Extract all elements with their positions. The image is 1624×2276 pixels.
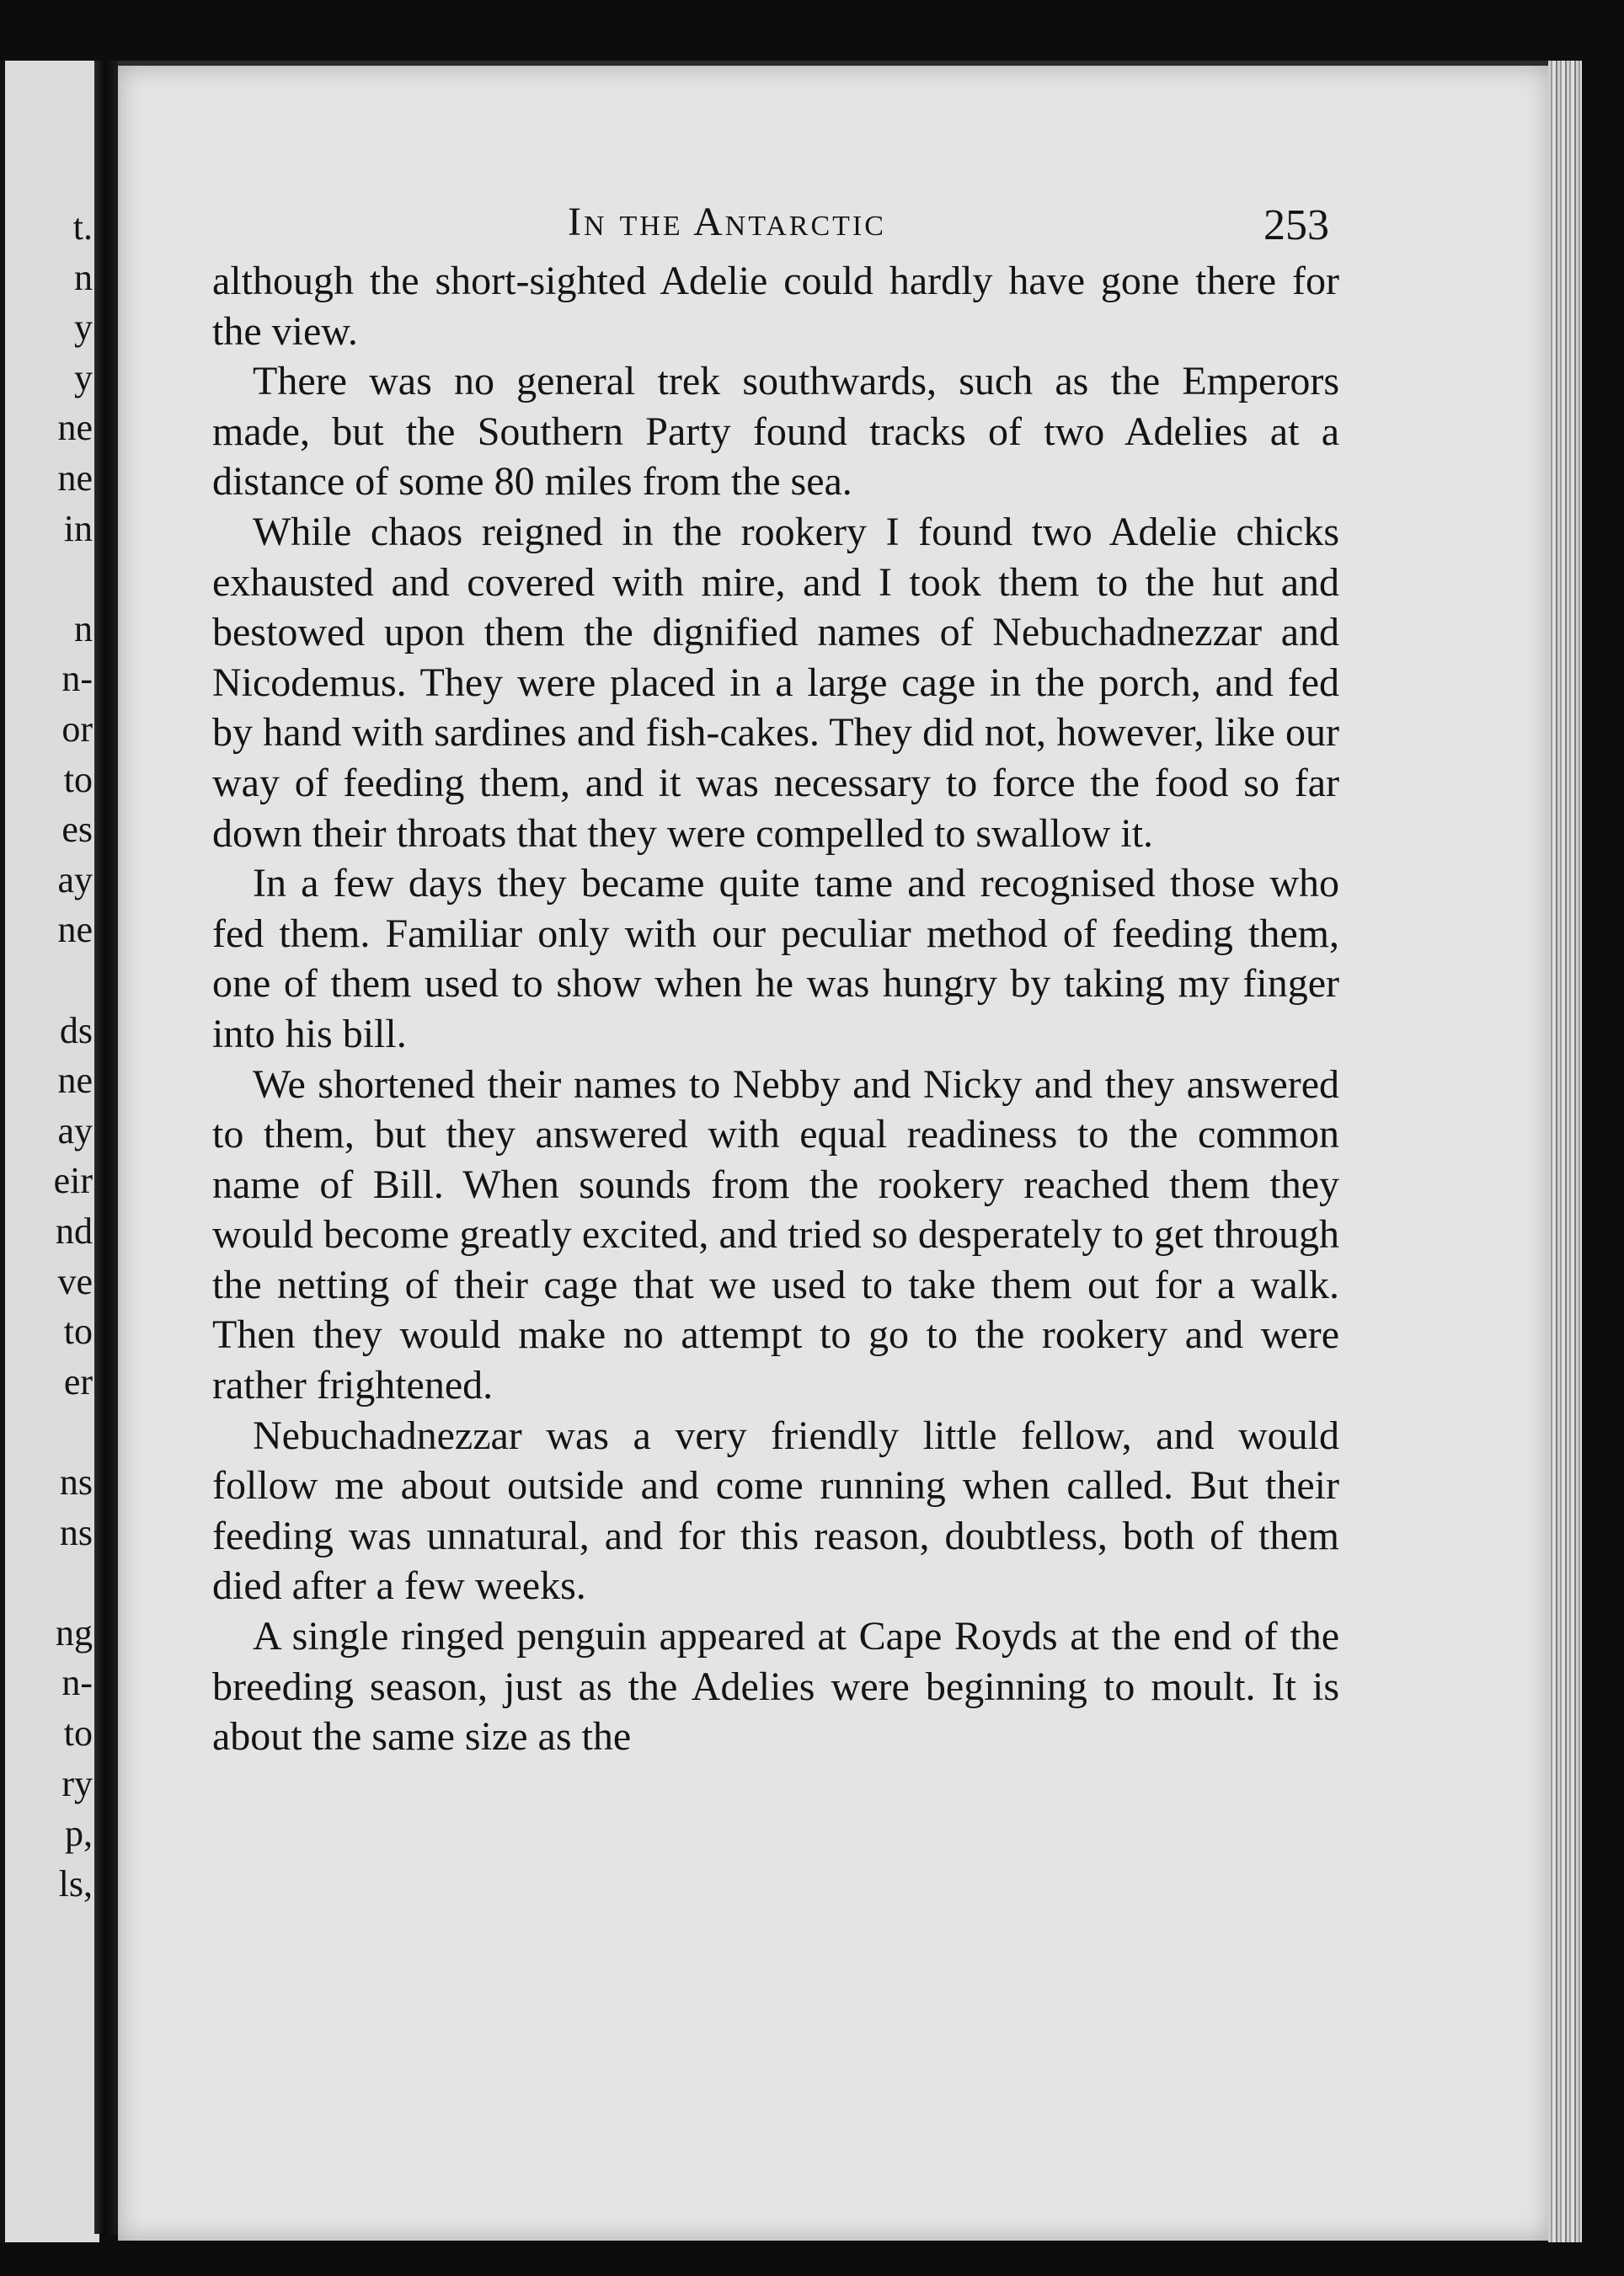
paragraph: We shortened their names to Nebby and Nicky and they answered to them, but they answered with equal readiness to the common name of Bill. When sounds from the rookery reached them they would become greatly excited, and tried so desperately to get through the netting of their cage that we used to take them out for a walk. Then they would make no attempt to go to the rookery and were rather frightened. (212, 1061, 1339, 1408)
paragraph: Nebuchadnezzar was a very friendly little fellow, and would follow me about outside and come running when called. But their feeding was unnatural, and for this reason, doubtless, both of them died after a few weeks. (212, 1413, 1339, 1609)
facing-page-line-ending: es (61, 809, 93, 851)
book-gutter (94, 61, 120, 2234)
facing-page-line-ending: y (74, 356, 93, 398)
page-stack-edge (1548, 61, 1582, 2242)
facing-page-line-ending: ay (57, 1109, 93, 1151)
paragraph: A single ringed penguin appeared at Cape Royds at the end of the breeding season, just as the Adelies were beginning to moult. It is about the same size as the (212, 1614, 1339, 1760)
facing-page-line-ending: in (63, 507, 93, 549)
facing-page-line-ending: t. (72, 206, 93, 248)
facing-page-line-ending: to (63, 758, 93, 800)
facing-page-line-ending: ng (56, 1611, 93, 1654)
facing-page-line-ending: ay (57, 858, 93, 900)
facing-page-line-ending: ns (59, 1461, 93, 1503)
facing-page-line-ending: ne (57, 1060, 93, 1102)
facing-page-line-ending: eir (53, 1160, 93, 1202)
facing-page-line-ending: er (63, 1360, 93, 1402)
facing-page-line-ending: ns (59, 1511, 93, 1553)
facing-page-line-ending: ve (57, 1260, 93, 1302)
paragraph: although the short-sighted Adelie could hardly have gone there for the view. (212, 259, 1339, 354)
facing-page-line-ending: or (61, 708, 93, 750)
facing-page-line-ending: to (63, 1311, 93, 1353)
facing-page-line-ending: n (74, 256, 93, 298)
paragraph: While chaos reigned in the rookery I found two Adelie chicks exhausted and covered with mire, and I took them to the hut and bestowed upon them the dignified names of Nebuchadnezzar and Nicodemus. They were placed in a large cage in the porch, and fed by hand with sardines and fish-cakes. They did not, however, like our way of feeding them, and it was necessary to force the food so far down their throats that they were compelled to swallow it. (212, 509, 1339, 856)
facing-page-line-endings (0, 61, 93, 2242)
facing-page-line-ending: n- (61, 658, 93, 700)
book-page (118, 66, 1550, 2241)
page-number: 253 (1263, 201, 1329, 249)
facing-page-line-ending: ne (57, 407, 93, 449)
facing-page-line-ending: p, (65, 1813, 93, 1855)
running-head: In the Antarctic (568, 200, 886, 244)
body-text (212, 256, 1339, 1762)
facing-page-line-ending: y (74, 307, 93, 349)
facing-page-line-ending: n (74, 607, 93, 649)
facing-page-line-ending: ls, (58, 1862, 93, 1905)
facing-page-line-ending: ne (57, 457, 93, 499)
facing-page-line-ending: ds (59, 1009, 93, 1051)
paragraph: In a few days they became quite tame and recognised those who fed them. Familiar only with our peculiar method of feeding them, one of them used to show when he was hungry by taking my finger into his bill. (212, 861, 1339, 1056)
page-header (118, 199, 1550, 249)
facing-page-line-ending: ne (57, 909, 93, 951)
paragraph: There was no general trek southwards, such as the Emperors made, but the Southern Party found tracks of two Adelies at a distance of some 80 miles from the sea. (212, 359, 1339, 505)
facing-page-line-ending: n- (61, 1662, 93, 1704)
facing-page-line-ending: nd (56, 1210, 93, 1252)
facing-page-fragment (0, 61, 99, 2242)
facing-page-line-ending: ry (61, 1762, 93, 1804)
facing-page-line-ending: to (63, 1712, 93, 1754)
